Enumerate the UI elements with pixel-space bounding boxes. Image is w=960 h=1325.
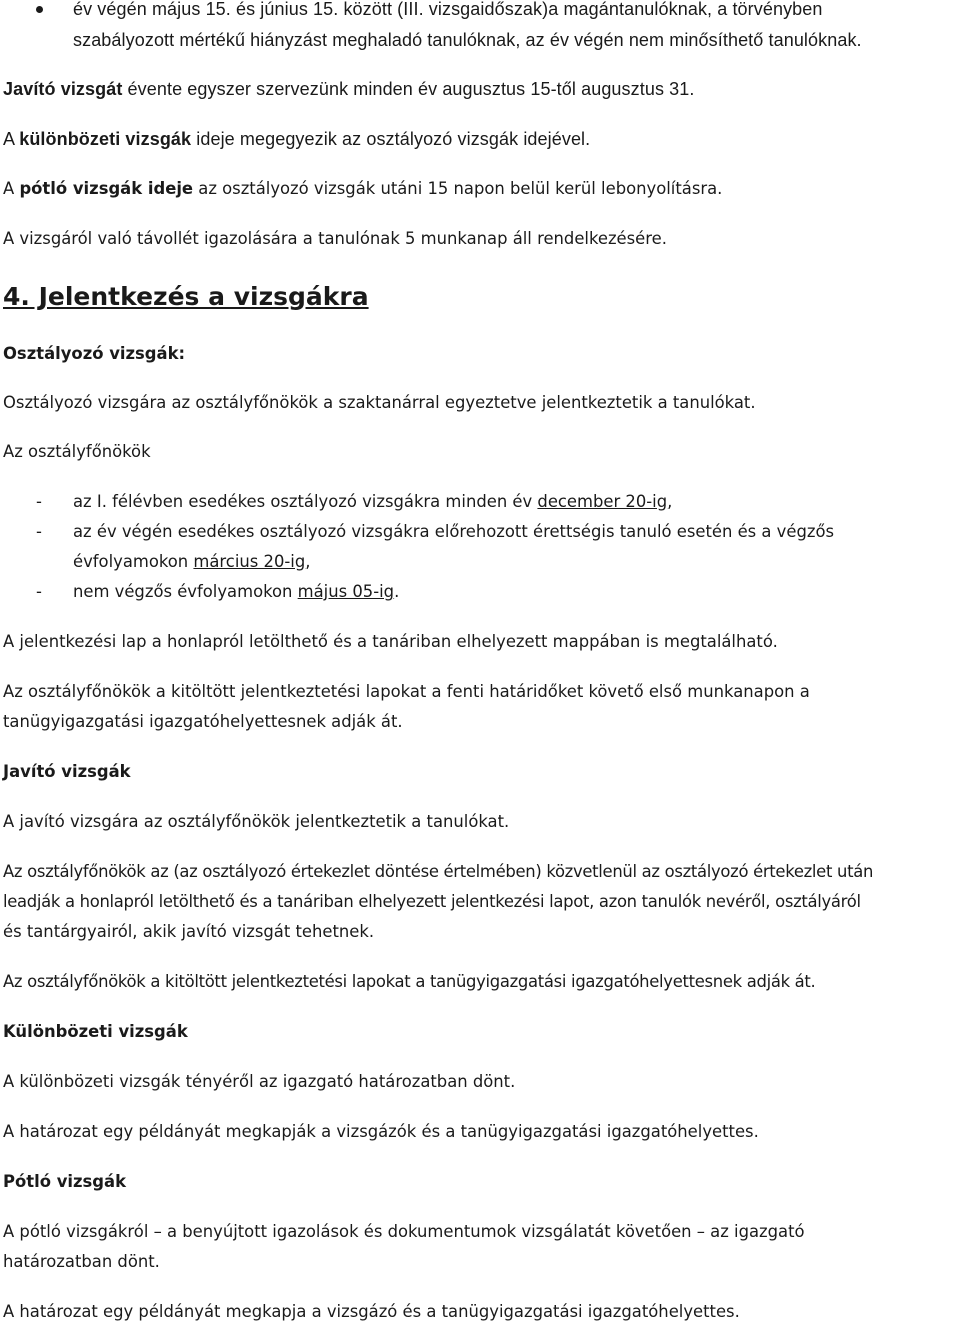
list-item: nem végzős évfolyamokon május 05-ig. [73,582,400,601]
heading-potlo: Pótló vizsgák [3,1172,126,1191]
heading-javito: Javító vizsgák [3,762,131,781]
paragraph-continuation: tanügyigazgatási igazgatóhelyettesnek adják át. [3,712,403,731]
list-item-continuation: évfolyamokon március 20-ig, [73,552,311,571]
paragraph: A határozat egy példányát megkapja a vizsgázó és a tanügyigazgatási igazgatóhelyettes. [3,1302,740,1321]
list-dash: - [36,492,42,511]
paragraph: Az osztályfőnökök a kitöltött jelentkeztetési lapokat a tanügyigazgatási igazgatóhelyettesnek adják át. [3,972,816,991]
paragraph: A jelentkezési lap a honlapról letölthető és a tanáriban elhelyezett mappában is megtalálható. [3,632,778,651]
bullet-dot [36,6,43,13]
list-item: az I. félévben esedékes osztályozó vizsgákra minden év december 20-ig, [73,492,673,511]
bullet-line-2: szabályozott mértékű hiányzást meghaladó tanulóknak, az év végén nem minősíthető tanulóknak. [73,30,862,50]
paragraph: A különbözeti vizsgák tényéről az igazgató határozatban dönt. [3,1072,516,1091]
paragraph-continuation: leadják a honlapról letölthető és a tanáriban elhelyezett jelentkezési lapot, azon tanulók nevéről, osztályáról [3,892,861,911]
paragraph-kulonbozeti-schedule: A különbözeti vizsgák ideje megegyezik az osztályozó vizsgák idejével. [3,129,591,149]
paragraph: Az osztályfőnökök a kitöltött jelentkeztetési lapokat a fenti határidőket követő első munkanapon a [3,682,810,701]
list-dash: - [36,582,42,601]
bullet-line-1: év végén május 15. és június 15. között (III. vizsgaidőszak)a magántanulóknak, a törvényben [73,0,823,19]
section-heading: 4. Jelentkezés a vizsgákra [3,282,369,311]
paragraph: A pótló vizsgákról – a benyújtott igazolások és dokumentumok vizsgálatát követően – az igazgató [3,1222,805,1241]
list-dash: - [36,522,42,541]
heading-kulonbozeti: Különbözeti vizsgák [3,1022,188,1041]
list-item: az év végén esedékes osztályozó vizsgákra előrehozott érettségis tanuló esetén és a végzős [73,522,835,541]
paragraph-continuation: és tantárgyairól, akik javító vizsgát tehetnek. [3,922,375,941]
paragraph: Az osztályfőnökök [3,442,151,461]
heading-osztalyozo: Osztályozó vizsgák: [3,344,186,363]
paragraph-potlo-schedule: A pótló vizsgák ideje az osztályozó vizsgák utáni 15 napon belül kerül lebonyolításra. [3,179,723,198]
paragraph: A határozat egy példányát megkapják a vizsgázók és a tanügyigazgatási igazgatóhelyettes. [3,1122,759,1141]
paragraph: A javító vizsgára az osztályfőnökök jelentkeztetik a tanulókat. [3,812,510,831]
paragraph: Osztályozó vizsgára az osztályfőnökök a szaktanárral egyeztetve jelentkeztetik a tanulókat. [3,393,756,412]
paragraph: Az osztályfőnökök az (az osztályozó értekezlet döntése értelmében) közvetlenül az osztályozó értekezlet után [3,862,874,881]
paragraph-javito-schedule: Javító vizsgát évente egyszer szervezünk minden év augusztus 15-től augusztus 31. [3,79,695,99]
paragraph-absence: A vizsgáról való távollét igazolására a tanulónak 5 munkanap áll rendelkezésére. [3,229,667,248]
paragraph-continuation: határozatban dönt. [3,1252,160,1271]
